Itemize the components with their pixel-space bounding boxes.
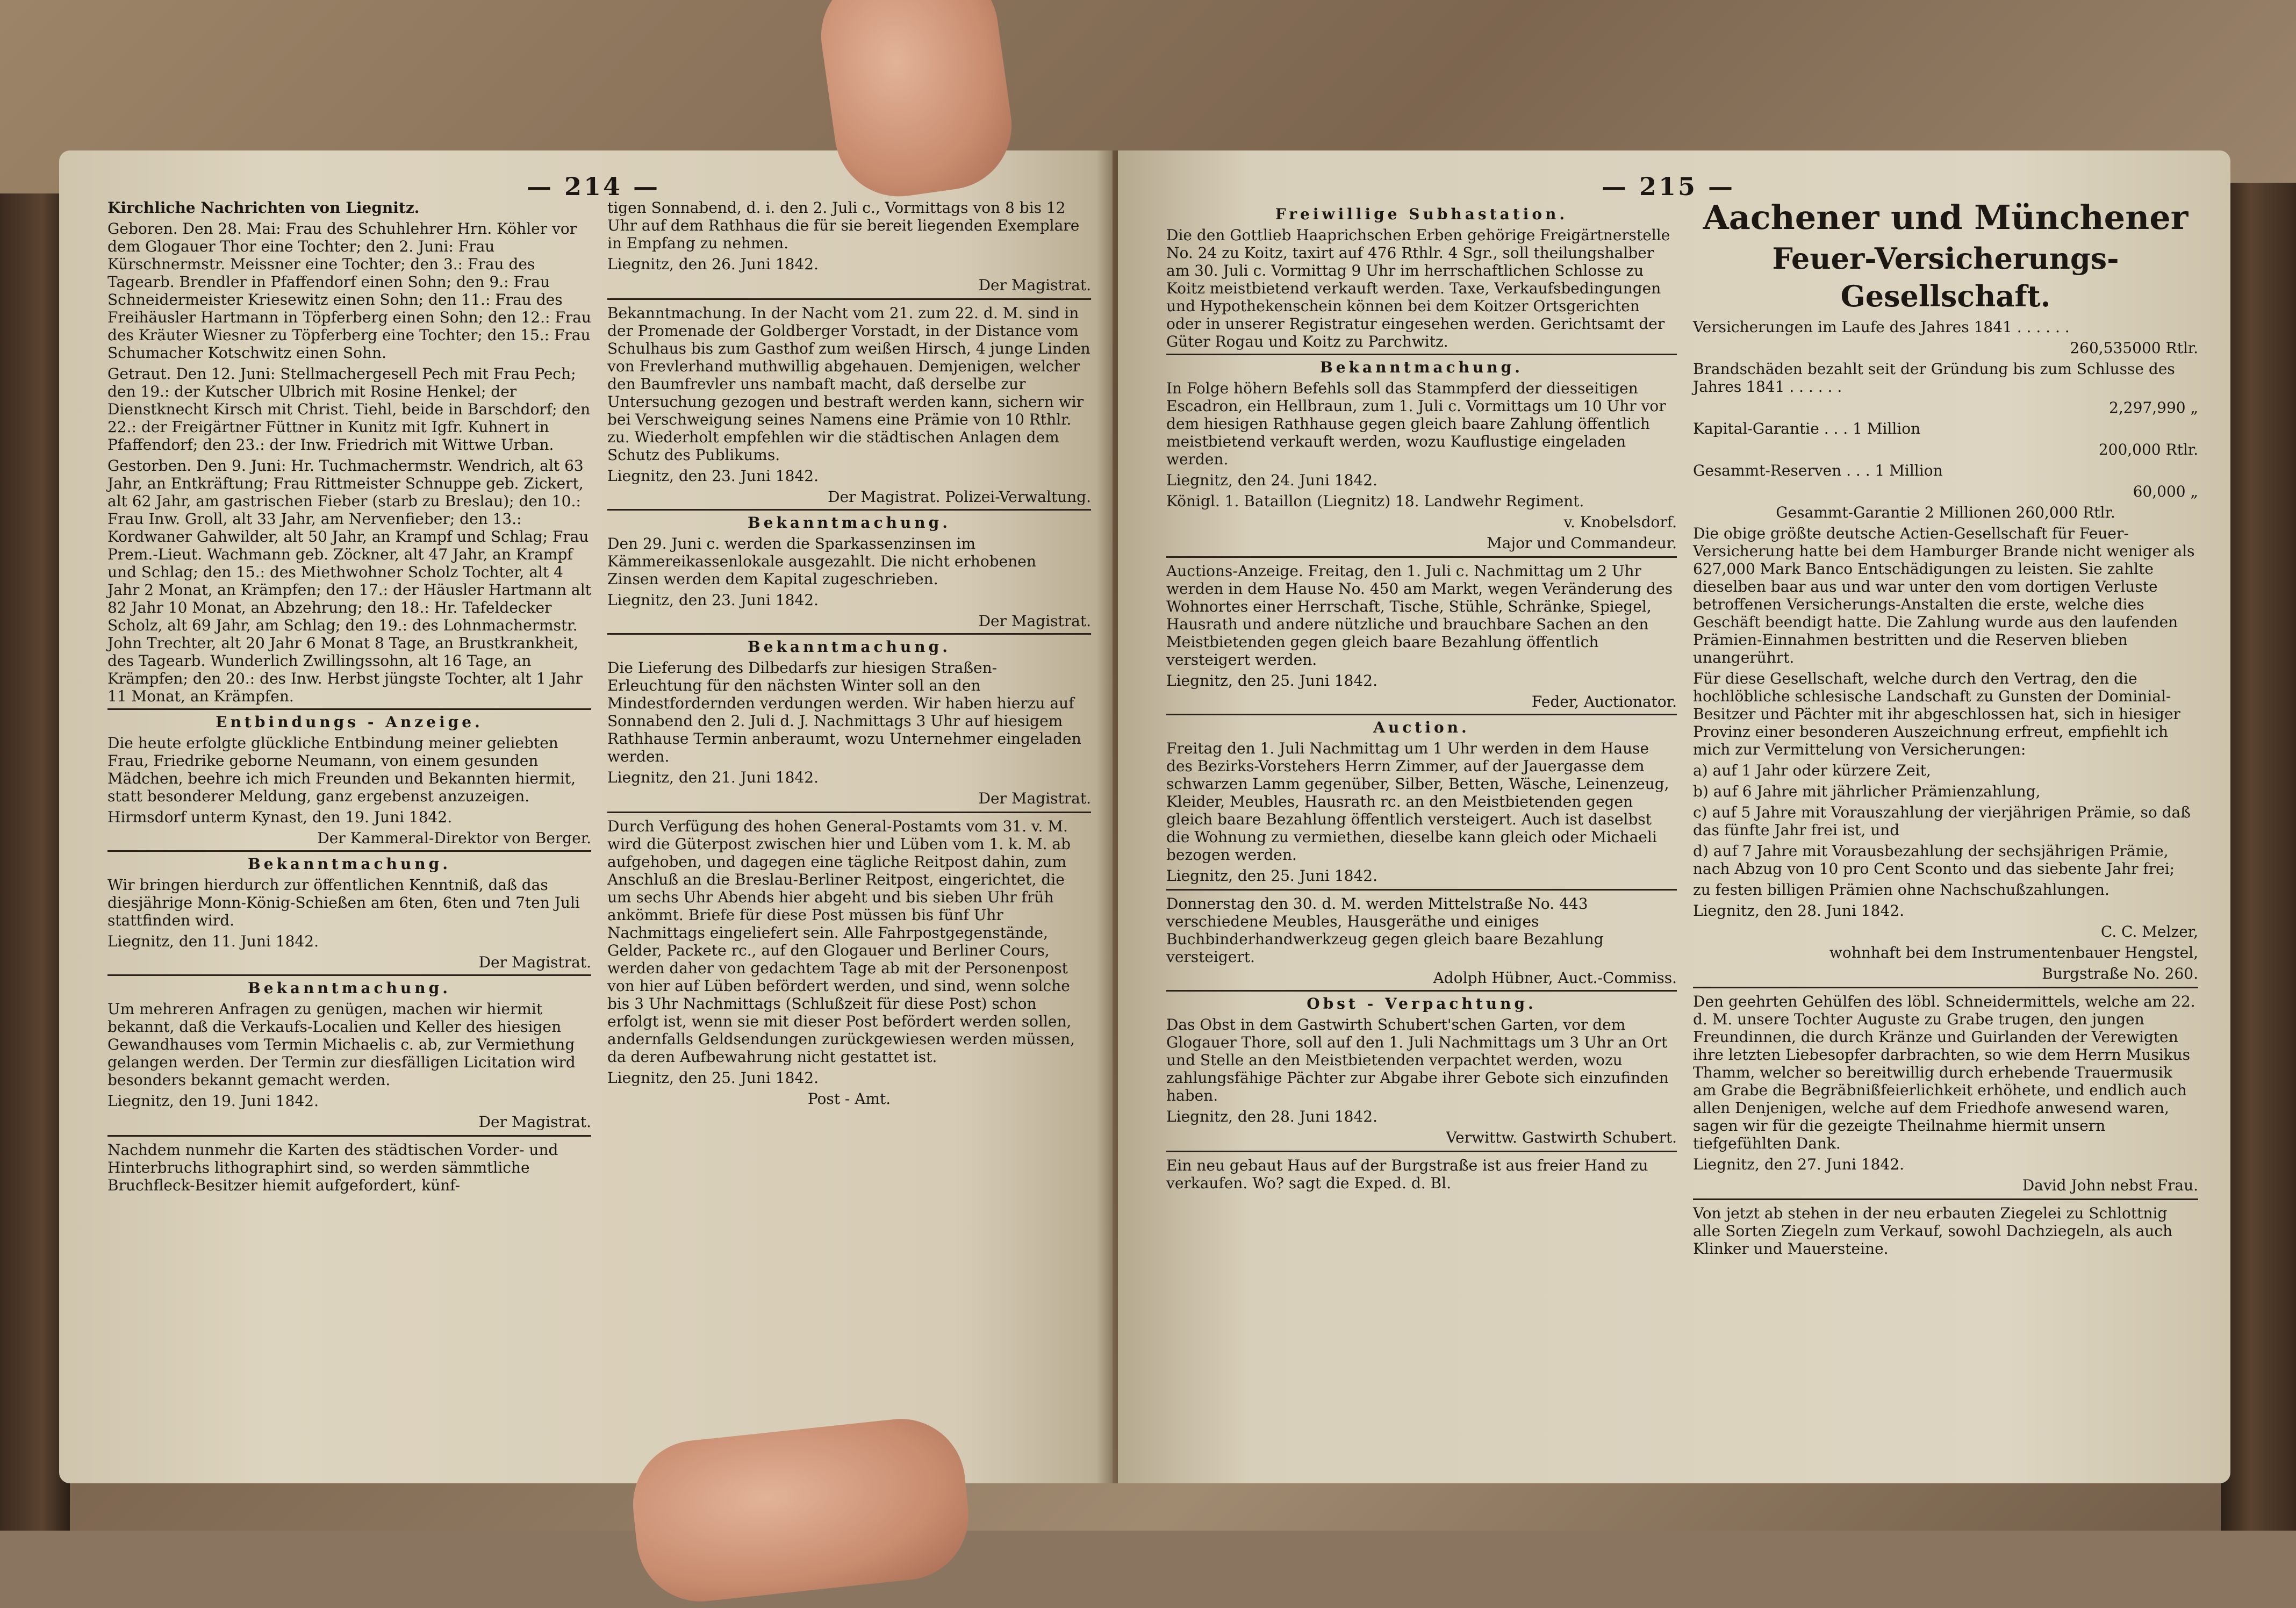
- house-sale-text: Ein neu gebaut Haus auf der Burgstraße ist aus freier Hand zu verkaufen. Wo? sagt die Exped. d. Bl.: [1166, 1157, 1648, 1192]
- insurance-row2-label: Brandschäden bezahlt seit der Gründung bis zum Schlusse des Jahres 1841 . . . . . .: [1693, 360, 2175, 396]
- auction2-header: Auction.: [1166, 714, 1677, 736]
- notice5-text: Den 29. Juni c. werden die Sparkassenzinsen im Kämmereikassenlokale ausgezahlt. Die nicht erhobenen Zinsen werden dem Kapital zugeschrieben.: [607, 535, 1036, 588]
- horse-sale-place: Liegnitz, den 24. Juni 1842.: [1166, 471, 1377, 489]
- insurance-text-2: Für diese Gesellschaft, welche durch den Vertrag, den die hochlöbliche schlesische Landschaft zu Gunsten der Dominial-Besitzer und Pächter mit ihr abgeschlossen hat, sich in hiesiger Provinz einer besonderen Auszeichnung erfreut, empfiehlt ich mich zur Vermittelung von Versicherungen:: [1693, 670, 2180, 758]
- insurance-option-b: b) auf 6 Jahre mit jährlicher Prämienzahlung,: [1693, 783, 2041, 800]
- divider: [607, 812, 1091, 813]
- thanks-text: Den geehrten Gehülfen des löbl. Schneidermittels, welche am 22. d. M. unsere Tochter Auguste zu Grabe trugen, den jungen Freundinnen, die durch Kränze und Guirlanden der Verewigten ihre letzten Liebesopfer darbrachten, so wie dem Herrn Musikus Thamm, welcher so bereitwillig durch erhebende Trauermusik am Grabe die Begräbnißfeierlichkeit erhöhete, und endlich auch allen Denjenigen, welche auf dem Friedhofe anwesend waren, sagen wir für die gezeigte Theilnahme hiermit unsern tiefgefühlten Dank.: [1693, 993, 2195, 1152]
- open-book: [0, 150, 2296, 1531]
- notice1-header: Bekanntmachung.: [107, 850, 591, 873]
- fruit-lease-header: Obst - Verpachtung.: [1166, 990, 1677, 1013]
- left-page: [59, 150, 1113, 1483]
- insurance-row4-label: Gesammt-Reserven . . . 1 Million: [1693, 462, 1943, 479]
- divider: [1693, 987, 2198, 988]
- insurance-signature-1: C. C. Melzer,: [2100, 923, 2198, 941]
- notice5-signature: Der Magistrat.: [978, 612, 1091, 630]
- continued-place: Liegnitz, den 26. Juni 1842.: [607, 255, 819, 273]
- brick-sale-text: Von jetzt ab stehen in der neu erbauten Ziegelei zu Schlottnig alle Sorten Ziegeln zum Verkauf, sowohl Dachziegeln, als auch Klinker und Mauersteine.: [1693, 1204, 2173, 1258]
- auction-notice-signature: Feder, Auctionator.: [1531, 693, 1677, 710]
- births-text: Geboren. Den 28. Mai: Frau des Schuhlehrer Hrn. Köhler vor dem Glogauer Thor eine Tochter; den 2. Juni: Frau Kürschnermstr. Meissner eine Tochter; den 3.: Frau des Tagearb. Brendler in Pfaffendorf einen Sohn; den 9.: Frau Schneidermeister Kriesewitz einen Sohn; den 11.: Frau des Freihäusler Hartmann in Töpferberg einen Sohn; den 12.: Frau des Kräuter Wiesner zu Töpferberg eine Tochter; den 15.: Frau Schumacher Kotschwitz einen Sohn.: [107, 220, 591, 362]
- insurance-option-a: a) auf 1 Jahr oder kürzere Zeit,: [1693, 762, 1931, 779]
- auction2-text: Freitag den 1. Juli Nachmittag um 1 Uhr werden in dem Hause des Bezirks-Vorstehers Herrn Zimmer, auf der Jauergasse dem schwarzen Lamm gegenüber, Silber, Betten, Wäsche, Leinenzeug, Kleider, Meubles, Hausrath rc. an den Meistbietenden gegen gleich baare Bezahlung öffentlich versteigert. Auch ist daselbst die Wohnung zu vermiethen, dieselbe kann gleich oder Michaeli bezogen werden.: [1166, 740, 1669, 864]
- post-notice-signature: Post - Amt.: [807, 1090, 891, 1108]
- fruit-lease-place: Liegnitz, den 28. Juni 1842.: [1166, 1108, 1377, 1125]
- birth-announcement-header: Entbindungs - Anzeige.: [107, 708, 591, 731]
- insurance-row3-value: 200,000 Rtlr.: [2098, 441, 2198, 458]
- right-col-2: [1693, 199, 2198, 1261]
- horse-sale-text: In Folge höhern Befehls soll das Stammpferd der diesseitigen Escadron, ein Hellbraun, zum 1. Juli c. Vormittags um 10 Uhr vor dem hiesigen Rathhause gegen gleich baare Zahlung öffentlich meistbietend verkauft werden, wozu Kauflustige eingeladen werden.: [1166, 379, 1666, 468]
- insurance-row4-value: 60,000 „: [2133, 483, 2198, 500]
- notice6-signature: Der Magistrat.: [978, 789, 1091, 807]
- marriages-text: Getraut. Den 12. Juni: Stellmachergesell Pech mit Frau Pech; den 19.: der Kutscher Ulbrich mit Rosine Henkel; der Dienstknecht Kirsch mit Christ. Tiehl, beide in Barschdorf; den 22.: der Freigärtner Füttner in Kunitz mit Igfr. Kuhnert in Pfaffendorf; den 23.: der Inw. Friedrich mit Wittwe Urban.: [107, 365, 591, 454]
- church-news-heading: Kirchliche Nachrichten von Liegnitz.: [107, 199, 420, 217]
- notice6-text: Die Lieferung des Dilbedarfs zur hiesigen Straßen-Erleuchtung für den nächsten Winter soll an den Mindestfordernden verdungen werden. Wir haben hierzu auf Sonnabend den 2. Juli d. J. Nachmittags 3 Uhr auf hiesigem Rathhause Termin anberaumt, wozu Unternehmer eingeladen werden.: [607, 659, 1081, 765]
- birth-announcement-place: Hirmsdorf unterm Kynast, den 19. Juni 1842.: [107, 808, 453, 826]
- horse-sale-signature-1: Königl. 1. Bataillon (Liegnitz) 18. Landwehr Regiment.: [1166, 492, 1584, 510]
- notice5-place: Liegnitz, den 23. Juni 1842.: [607, 591, 819, 609]
- insurance-signature-2: wohnhaft bei dem Instrumentenbauer Hengstel,: [1829, 944, 2198, 961]
- divider: [1166, 1151, 1677, 1152]
- insurance-option-c: c) auf 5 Jahre mit Vorauszahlung der vierjährigen Prämie, so daß das fünfte Jahr frei ist, und: [1693, 803, 2191, 839]
- subhastation-header: Freiwillige Subhastation.: [1275, 205, 1568, 223]
- insurance-text-1: Die obige größte deutsche Actien-Gesellschaft für Feuer-Versicherung hatte bei dem Hamburger Brande nicht weniger als 627,000 Mark Banco Entschädigungen zu leisten. Sie zahlte dieselben baar aus und war unter den vom dortigen Verluste betroffenen Versicherungs-Anstalten die erste, welche dies Geschäft beendigt hatte. Die Zahlung wurde aus den laufenden Prämien-Einnahmen bestritten und die Reserven blieben unangerührt.: [1693, 525, 2195, 666]
- left-col-1: [107, 199, 591, 1197]
- notice4-text: Bekanntmachung. In der Nacht vom 21. zum 22. d. M. sind in der Promenade der Goldberger Vorstadt, in der Distance vom Schulhaus bis zum Gasthof zum weißen Hirsch, 4 junge Linden von Frevlerhand muthwillig abgehauen. Demjenigen, welcher den Baumfrevler uns nambaft macht, daß derselbe zur Untersuchung gezogen und bestraft werden kann, sichern wir bei Verschweigung seines Namens eine Prämie von 10 Rthlr. zu. Wiederholt empfehlen wir die städtischen Anlagen dem Schutz des Publikums.: [607, 304, 1090, 464]
- insurance-row2-value: 2,297,990 „: [2109, 399, 2198, 417]
- left-col-2: [607, 199, 1091, 1111]
- insurance-place: Liegnitz, den 28. Juni 1842.: [1693, 902, 1904, 920]
- continued-text: tigen Sonnabend, d. i. den 2. Juli c., Vormittags von 8 bis 12 Uhr auf dem Rathhaus die für sie bereit liegenden Exemplare in Empfang zu nehmen.: [607, 199, 1080, 252]
- left-page-number: — 214 —: [527, 172, 661, 201]
- insurance-option-d: d) auf 7 Jahre mit Vorausbezahlung der sechsjährigen Prämie, nach Abzug von 10 pro Cent Sconto und das siebente Jahr frei;: [1693, 842, 2175, 878]
- insurance-closing: zu festen billigen Prämien ohne Nachschußzahlungen.: [1693, 881, 2110, 899]
- thanks-signature: David John nebst Frau.: [2022, 1176, 2198, 1194]
- subhastation-text: Die den Gottlieb Haaprichschen Erben gehörige Freigärtnerstelle No. 24 zu Koitz, taxirt auf 476 Rthlr. 4 Sgr., soll theilungshalber am 30. Juli c. Vormittag 9 Uhr im herrschaftlichen Schlosse zu Koitz meistbietend verkauft werden. Taxe, Verkaufsbedingungen und Hypothekenschein können bei dem Koitzer Ortsgerichten oder in unserer Registratur eingesehen werden. Gerichtsamt der Güter Rogau und Koitz zu Parchwitz.: [1166, 226, 1670, 350]
- insurance-total: Gesammt-Garantie 2 Millionen 260,000 Rtlr.: [1776, 504, 2115, 521]
- horse-sale-signature-3: Major und Commandeur.: [1487, 534, 1677, 552]
- right-page-number: — 215 —: [1602, 172, 1735, 201]
- post-notice-text: Durch Verfügung des hohen General-Postamts vom 31. v. M. wird die Güterpost zwischen hier und Lüben vom 1. k. M. ab aufgehoben, und dagegen eine tägliche Reitpost dahin, zum Anschluß an die Breslau-Berliner Reitpost, eingerichtet, die um sechs Uhr Abends hier abgeht und bis sieben Uhr früh ankömmt. Briefe für diese Post müssen bis fünf Uhr Nachmittags eingeliefert sein. Alle Fahrpostgegenstände, Gelder, Packete rc., auf den Glogauer und Berliner Cours, werden daher von gedachtem Tage ab mit der Personenpost von hier auf Lüben befördert werden, und sind, wenn solche bis 3 Uhr Nachmittags (Schlußzeit für diese Post) schon erfolgt ist, wenn sie mit dieser Post befördert werden sollen, andernfalls Geldsendungen zurückgewiesen werden müssen, da deren Aufbewahrung nicht gestattet ist.: [607, 817, 1075, 1066]
- divider: [107, 1135, 591, 1137]
- horse-sale-header: Bekanntmachung.: [1166, 354, 1677, 376]
- auction3-signature: Adolph Hübner, Auct.-Commiss.: [1433, 969, 1677, 987]
- auction2-place: Liegnitz, den 25. Juni 1842.: [1166, 867, 1377, 885]
- thanks-place: Liegnitz, den 27. Juni 1842.: [1693, 1155, 1904, 1173]
- notice6-header: Bekanntmachung.: [607, 633, 1091, 656]
- notice2-text: Um mehreren Anfragen zu genügen, machen wir hiermit bekannt, daß die Verkaufs-Localien und Keller des hiesigen Gewandhauses vom Termin Michaelis c. ab, zur Vermiethung gelangen werden. Der Termin zur diesfälligen Licitation wird besonders bekannt gemacht werden.: [107, 1000, 576, 1089]
- deaths-text: Gestorben. Den 9. Juni: Hr. Tuchmachermstr. Wendrich, alt 63 Jahr, an Entkräftung; Frau Rittmeister Schnuppe geb. Zickert, alt 62 Jahr, am gastrischen Fieber (starb zu Breslau); den 10.: Frau Inw. Groll, alt 33 Jahr, am Nervenfieber; den 13.: Kordwaner Gahwilder, alt 50 Jahr, an Krampf und Schlag; Frau Prem.-Lieut. Wachmann geb. Zöckner, alt 47 Jahr, an Krampf und Schlag; den 15.: des Miethwohner Scholz Tochter, alt 4 Jahr 2 Monat, an Krämpfen; den 17.: der Häusler Hartmann alt 82 Jahr 10 Monat, an Abzehrung; den 18.: Hr. Tafeldecker Scholz, alt 69 Jahr, am Schlag; den 19.: des Lohnmachermstr. John Trechter, alt 20 Jahr 6 Monat 8 Tage, an Brustkrankheit, des Tagearb. Wunderlich Zwillingssohn, alt 16 Tage, an Krämpfen; den 20.: des Inw. Herbst jüngste Tochter, alt 1 Jahr 11 Monat, an Krämpfen.: [107, 457, 591, 705]
- insurance-signature-3: Burgstraße No. 260.: [2042, 965, 2198, 982]
- divider: [1166, 889, 1677, 891]
- insurance-row1-value: 260,535000 Rtlr.: [2070, 339, 2198, 357]
- notice3-text: Nachdem nunmehr die Karten des städtischen Vorder- und Hinterbruchs lithographirt sind, so werden sämmtliche Bruchfleck-Besitzer hiemit aufgefordert, künf-: [107, 1141, 558, 1194]
- divider: [607, 298, 1091, 300]
- insurance-ad-title-2: Feuer-Versicherungs-Gesellschaft.: [1772, 241, 2119, 313]
- birth-announcement-text: Die heute erfolgte glückliche Entbindung meiner geliebten Frau, Friedrike geborne Neumann, von einem gesunden Mädchen, beehre ich mich Freunden und Bekannten hiermit, statt besonderer Meldung, ganz ergebenst anzuzeigen.: [107, 734, 576, 805]
- post-notice-place: Liegnitz, den 25. Juni 1842.: [607, 1069, 819, 1087]
- notice4-signature: Der Magistrat. Polizei-Verwaltung.: [828, 488, 1091, 506]
- continued-signature: Der Magistrat.: [978, 276, 1091, 294]
- notice2-place: Liegnitz, den 19. Juni 1842.: [107, 1092, 319, 1110]
- notice2-signature: Der Magistrat.: [478, 1113, 591, 1131]
- notice2-header: Bekanntmachung.: [107, 974, 591, 997]
- birth-announcement-signature: Der Kammeral-Direktor von Berger.: [317, 829, 591, 847]
- auction-notice-place: Liegnitz, den 25. Juni 1842.: [1166, 672, 1377, 690]
- notice5-header: Bekanntmachung.: [607, 509, 1091, 532]
- notice1-place: Liegnitz, den 11. Juni 1842.: [107, 932, 319, 950]
- insurance-row1-label: Versicherungen im Laufe des Jahres 1841 . . . . . .: [1693, 318, 2070, 336]
- divider: [1166, 556, 1677, 558]
- book-cover-right: [2221, 183, 2296, 1531]
- notice4-place: Liegnitz, den 23. Juni 1842.: [607, 467, 819, 485]
- insurance-ad-title-1: Aachener und Münchener: [1703, 198, 2189, 237]
- fruit-lease-signature: Verwittw. Gastwirth Schubert.: [1446, 1129, 1677, 1146]
- right-page: [1118, 150, 2230, 1483]
- divider: [1693, 1198, 2198, 1200]
- auction-notice-text: Auctions-Anzeige. Freitag, den 1. Juli c. Nachmittag um 2 Uhr werden in dem Hause No. 450 am Markt, wegen Veränderung des Wohnortes einer Herrschaft, Tische, Stühle, Schränke, Spiegel, Hausrath und andere nützliche und brauchbare Sachen an den Meistbietenden gegen gleich baare Bezahlung öffentlich versteigert werden.: [1166, 562, 1673, 669]
- notice6-place: Liegnitz, den 21. Juni 1842.: [607, 769, 819, 786]
- notice1-signature: Der Magistrat.: [478, 953, 591, 971]
- auction3-text: Donnerstag den 30. d. M. werden Mittelstraße No. 443 verschiedene Meubles, Hausgeräthe und einiges Buchbinderhandwerkzeug gegen gleich baare Bezahlung versteigert.: [1166, 895, 1604, 966]
- horse-sale-signature-2: v. Knobelsdorf.: [1563, 513, 1677, 531]
- fruit-lease-text: Das Obst in dem Gastwirth Schubert'schen Garten, vor dem Glogauer Thore, soll auf den 1. Juli Nachmittags um 3 Uhr an Ort und Stelle an den Meistbietenden verpachtet werden, wozu zahlungsfähige Pächter zur Abgabe ihrer Gebote sich einzufinden haben.: [1166, 1016, 1669, 1104]
- right-col-1: [1166, 199, 1677, 1195]
- insurance-row3-label: Kapital-Garantie . . . 1 Million: [1693, 420, 1921, 437]
- notice1-text: Wir bringen hierdurch zur öffentlichen Kenntniß, daß das diesjährige Monn-König-Schießen am 6ten, 6ten und 7ten Juli stattfinden wird.: [107, 876, 580, 929]
